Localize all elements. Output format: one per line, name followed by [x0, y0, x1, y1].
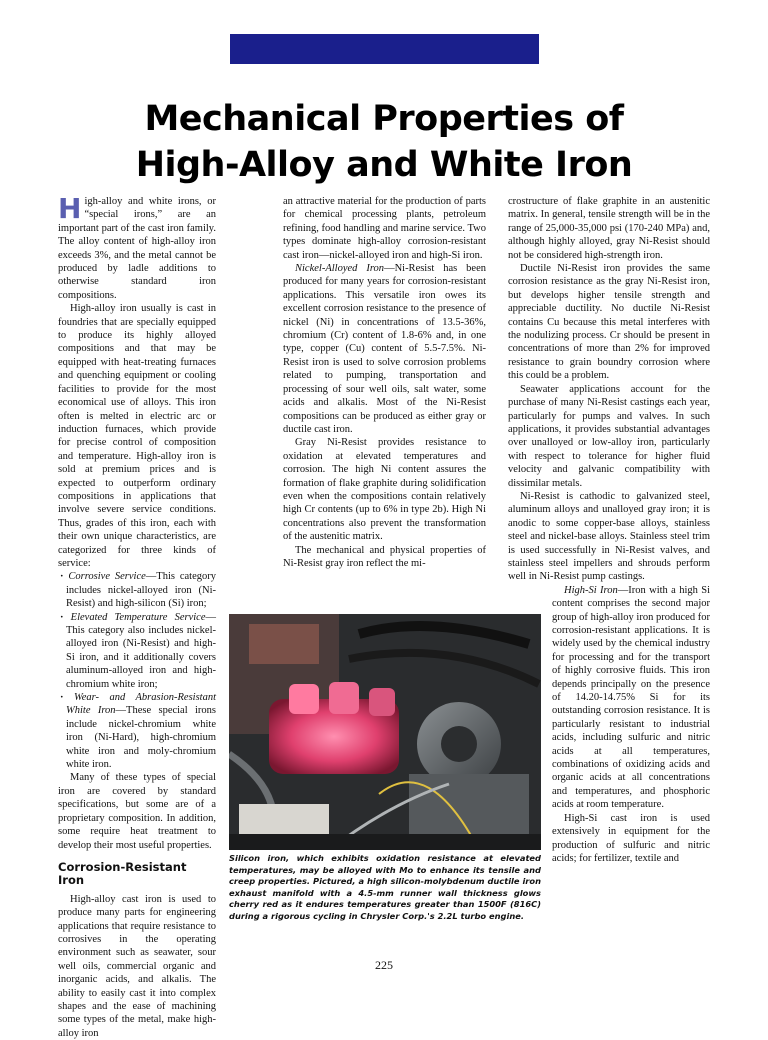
- article-title: [40, 96, 728, 188]
- paragraph: [283, 262, 486, 436]
- paragraph-text: —Iron with a high Si content comprises the second major group of high-alloy iron produced for corrosion-resistant applications. It is widely used by the chemical industry for processing and for the transport of highly corrosive fluids. This iron depends principally on the presence of 14.20-14.75% Si for its outstanding corrosion resistance. It is particularly resistant to industrial acids, including sulfuric and nitric acids at all temperatures, combinations of oxidizing acids and organic acids at all concentrations and temperatures, and phosphoric acids at room temperature.: [552, 584, 711, 811]
- drop-cap: H: [58, 192, 82, 225]
- subheading-nickel-alloyed: Nickel-Alloyed Iron: [295, 263, 385, 275]
- bullet-lead: Elevated Temperature Service: [70, 611, 206, 623]
- bullet-text: —This category also includes nickel-alloyed iron (Ni-Resist) and high-Si iron, and it additionally covers aluminum-alloyed iron and high-chromium white iron;: [66, 611, 216, 690]
- photo-caption: Silicon iron, which exhibits oxidation resistance at elevated temperatures, may be alloyed with Mo to enhance its tensile and creep properties. Pictured, a high silicon-molybdenum ductile iron exhaust manifold with a 4.5-mm runner wall thickness glows cherry red as it endures temperatures greater than 1500F (816C) during a rigorous cycling in Chrysler Corp.'s 2.2L turbo engine.: [229, 853, 541, 921]
- bullet-lead: Wear- and Abrasion-Resistant White Iron: [66, 692, 216, 717]
- bullet-lead: Corrosive Service: [68, 571, 146, 583]
- text-column-2: [283, 195, 486, 570]
- title-line-2: High-Alloy and White Iron: [135, 145, 633, 185]
- paragraph: High-alloy iron usually is cast in foundries that are specially equipped to produce its highly alloyed compositions and that may be equipped with heat-treating furnaces and quenching equipment or cooling facilities to provide for the most economical use of alloys. This iron often is melted in electric arc or induction furnaces, which provide for precise control of composition and temperature. High-alloy iron is sold at premium prices and is expected to outperform ordinary compositions in applications that involve severe service conditions. Thus, grades of this iron, each with their own unique characteristics, are categorized for three kinds of service:: [58, 303, 216, 569]
- paragraph: an attractive material for the production of parts for chemical processing plants, petroleum refining, food handling and marine service. Two types dominate high-alloy corrosion-resistant cast iron—nickel-alloyed iron and high-Si iron.: [283, 196, 486, 261]
- paragraph: High-alloy cast iron is used to produce many parts for engineering applications that require resistance to corrosives in the operating environment such as seawater, sour well oils, commercial organic and inorganic acids, and alkalis. The ability to easily cast it into complex shapes and the ease of machining some types of the metal, make high-alloy iron: [58, 893, 216, 1039]
- header-color-bar: [230, 34, 539, 64]
- paragraph: High-Si cast iron is used extensively in equipment for the production of sulfuric and nitric acids; for fertilizer, textile and: [552, 812, 710, 864]
- page-number: 225: [375, 958, 393, 972]
- paragraph: [552, 584, 710, 812]
- bullet-wear-resistant: · Wear- and Abrasion-Resistant White Iron—These special irons include nickel-chromium white iron (Ni-Hard), high-chromium white iron and moly-chromium white iron.: [60, 692, 216, 771]
- paragraph: crostructure of flake graphite in an austenitic matrix. In general, tensile strength will be in the range of 25,000-35,000 psi (170-240 MPa) and, although highly alloyed, gray Ni-Resist should not be considered high-strength iron.: [508, 196, 710, 261]
- paragraph: Many of these types of special iron are covered by standard specifications, but some are of a proprietary composition. In addition, some require heat treatment to develop their most useful properties.: [58, 772, 216, 851]
- bullet-text: —This category includes nickel-alloyed iron (Ni-Resist) and high-silicon (Si) iron;: [66, 571, 216, 610]
- engine-photo: [229, 614, 541, 850]
- paragraph-text: igh-alloy and white irons, or “special irons,” are an important part of the cast iron family. The alloy content of high-alloy iron exceeds 3%, and the metal cannot be produced by ladle additions to otherwise standard iron compositions.: [58, 196, 216, 301]
- paragraph: [58, 192, 216, 302]
- title-line-1: Mechanical Properties of: [144, 99, 624, 139]
- bullet-corrosive-service: · Corrosive Service—This category includes nickel-alloyed iron (Ni-Resist) and high-silicon (Si) iron;: [60, 571, 216, 610]
- subheading-high-si: High-Si Iron: [564, 584, 618, 596]
- text-column-1: [58, 192, 216, 1040]
- engine-illustration: [229, 614, 541, 850]
- paragraph: Seawater applications account for the purchase of many Ni-Resist castings each year, particularly for pumps and valves. In such applications, it provides substantial advantages over unalloyed or low-alloy iron, particularly with respect to tolerance for higher fluid velocity and galvanic compatibility with dissimilar metals.: [508, 383, 710, 489]
- paragraph: Ductile Ni-Resist iron provides the same corrosion resistance as the gray Ni-Resist iron, but develops higher tensile strength and appreciable ductility. No ductile Ni-Resist contains Cu because this metal interferes with the nodulizing process. Cr should be present in concentrations of more than 2% for improved resistance to grain boundry corrosion where this could be a problem.: [508, 263, 710, 382]
- paragraph-text: —Ni-Resist has been produced for many years for corrosion-resistant applications. This versatile iron owes its excellent corrosion resistance to the presence of nickel (Ni) in concentrations of 13.5-36%, chromium (Cr) content of 1.8-6% and, in one type, copper (Cu) content of 5.5-7.5%. Ni-Resist iron is used to solve corrosion problems related to pumping, transportation and processing of sour well oils, salt water, some acids and alkalis. Most of the Ni-Resist compositions can be produced as either gray or ductile cast iron.: [283, 263, 486, 435]
- bullet-elevated-temperature: · Elevated Temperature Service—This category also includes nickel-alloyed iron (Ni-Resist) and high-Si iron, and it additionally covers aluminum-alloyed iron and high-chromium white iron;: [60, 611, 216, 690]
- paragraph: The mechanical and physical properties of Ni-Resist gray iron reflect the mi-: [283, 544, 486, 569]
- section-heading: Corrosion-Resistant Iron: [58, 859, 187, 888]
- paragraph: Gray Ni-Resist provides resistance to oxidation at elevated temperatures and corrosion. The high Ni content assures the formation of flake graphite during solidification even when the compositions contain relatively high Cr contents (up to 6% in type 2b). High Ni concentrations also prevent the transformation of the austenitic matrix.: [283, 437, 486, 543]
- bullet-text: —These special irons include nickel-chromium white iron (Ni-Hard), high-chromium white iron and moly-chromium white iron.: [66, 705, 216, 771]
- paragraph: Ni-Resist is cathodic to galvanized steel, aluminum alloys and unalloyed gray iron; it is anodic to some copper-base alloys, stainless steel and nickel-base alloys. Stainless steel trim is used successfully in Ni-Resist valves, and stainless steel impellers and shrouds perform well in Ni-Resist pump castings.: [508, 490, 710, 583]
